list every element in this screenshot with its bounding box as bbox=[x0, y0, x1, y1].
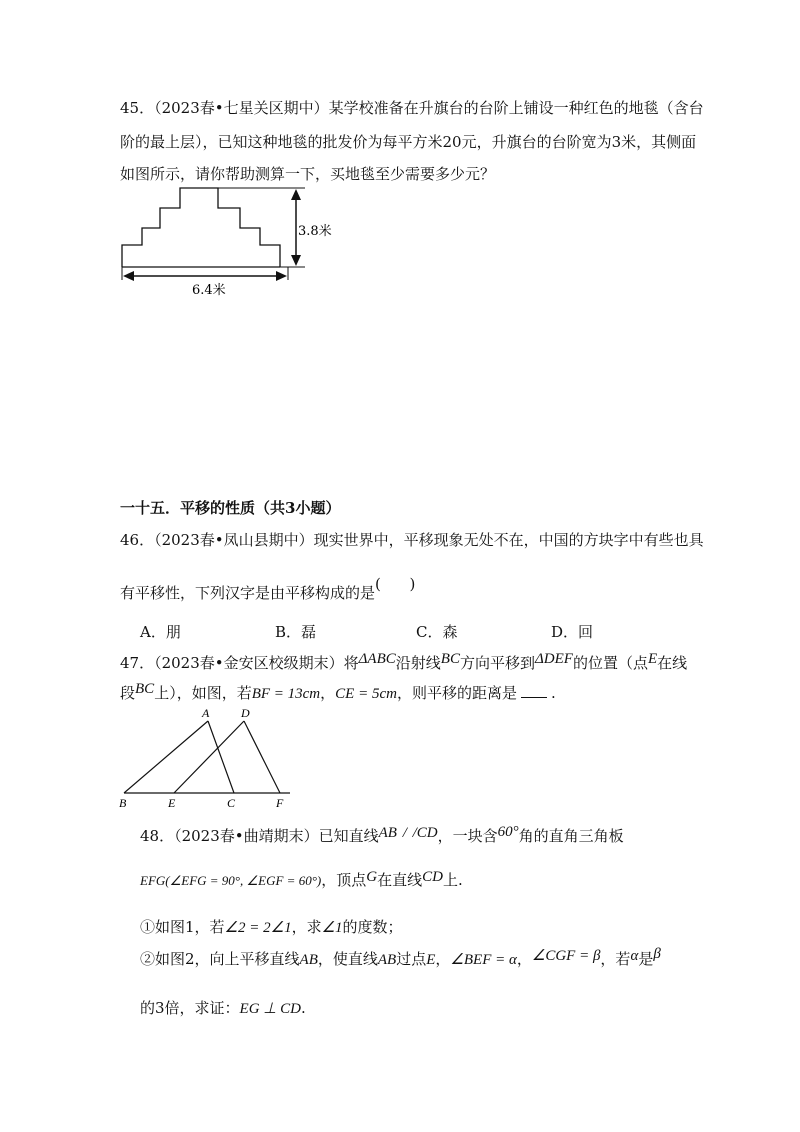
q45-line-2: 阶的最上层），已知这种地毯的批发价为每平方米20元，升旗台的台阶宽为3米，其侧面 bbox=[120, 133, 697, 151]
q48-60-degrees: 60° bbox=[497, 824, 519, 840]
q48-angle-1: ∠1 bbox=[321, 920, 343, 936]
q48-line-1 bbox=[140, 826, 624, 847]
q47-answer-blank[interactable] bbox=[521, 683, 547, 698]
q47-bf-equation: BF = 13cm bbox=[251, 686, 321, 702]
q48-text-2c: 上. bbox=[442, 871, 463, 889]
q47-triangle-abc: ΔABC bbox=[358, 651, 396, 667]
q47-line-2 bbox=[120, 683, 556, 704]
q48-part-3-text-a: 的3倍，求证： bbox=[140, 999, 240, 1017]
q47-text-1d: 的位置（点 bbox=[572, 654, 648, 672]
height-arrow-up bbox=[291, 189, 301, 200]
q48-line-2 bbox=[140, 870, 463, 891]
q48-beta: β bbox=[653, 946, 661, 962]
q48-text-1b: ，一块含 bbox=[437, 827, 498, 845]
q48-alpha: α bbox=[630, 948, 639, 964]
q48-part-2-cont bbox=[140, 998, 306, 1019]
height-label: 3.8米 bbox=[298, 224, 332, 239]
q48-part-2-text-c: 过点 bbox=[396, 950, 427, 968]
label-a: A bbox=[202, 706, 210, 720]
segment-ac bbox=[208, 721, 234, 793]
q48-part-2-comma: ， bbox=[516, 950, 532, 968]
q47-segment-bc: BC bbox=[440, 651, 460, 667]
q48-angle-equation: ∠2 = 2∠1 bbox=[224, 920, 292, 936]
q46-line-2-text: 有平移性，下列汉字是由平移构成的是 bbox=[120, 584, 376, 602]
q48-part-2 bbox=[140, 946, 661, 970]
q48-line-ab-2: AB bbox=[377, 952, 397, 968]
height-arrow-down bbox=[291, 255, 301, 266]
q48-ab-parallel-cd: AB / /CD bbox=[378, 825, 438, 841]
q46-line-2 bbox=[120, 575, 416, 603]
q47-text-1e: 在线 bbox=[657, 654, 688, 672]
q48-part-2-text-g: 是 bbox=[638, 950, 654, 968]
q47-text-2a: 段 bbox=[120, 684, 136, 702]
q48-text-2a: ，顶点 bbox=[321, 871, 367, 889]
q48-part-2-text-b: ，使直线 bbox=[317, 950, 378, 968]
section-15-title: 一十五．平移的性质（共3小题） bbox=[120, 499, 341, 517]
label-f: F bbox=[276, 796, 284, 810]
q46-option-c: C．森 bbox=[416, 623, 458, 641]
q47-ce-equation: CE = 5cm bbox=[335, 686, 397, 702]
q47-text-2c: ，则平移的距离是 bbox=[396, 684, 517, 702]
width-label: 6.4米 bbox=[192, 283, 226, 298]
q48-part-1 bbox=[140, 917, 403, 938]
q45-line-1: 45．（2023春•七星关区期中）某学校准备在升旗台的台阶上铺设一种红色的地毯（含台 bbox=[120, 99, 704, 117]
q48-part-2-text-d: ， bbox=[435, 950, 451, 968]
q48-line-ab: AB bbox=[299, 952, 318, 968]
q48-text-2b: 在直线 bbox=[377, 871, 423, 889]
q48-part-2-text-f: ，若 bbox=[600, 950, 631, 968]
q47-text-1a: 47．（2023春•金安区校级期末）将 bbox=[120, 654, 359, 672]
translation-figure bbox=[110, 705, 300, 810]
q47-text-1c: 方向平移到 bbox=[459, 654, 535, 672]
q47-point-e: E bbox=[647, 651, 658, 667]
q47-text-2b: 上），如图，若 bbox=[154, 684, 252, 702]
q48-part-2-text-a: ②如图2，向上平移直线 bbox=[140, 950, 300, 968]
q48-line-cd: CD bbox=[422, 869, 443, 885]
q48-triangle-efg: EFG(∠EFG = 90°, ∠EGF = 60°) bbox=[140, 873, 322, 888]
q48-part-1-text-b: ，求 bbox=[291, 918, 322, 936]
q48-vertex-g: G bbox=[366, 869, 378, 885]
q46-answer-paren: ( ) bbox=[375, 575, 416, 593]
q48-part-1-text-a: ①如图1，若 bbox=[140, 918, 225, 936]
label-e: E bbox=[168, 796, 176, 810]
q47-text-2d: . bbox=[550, 684, 556, 702]
q48-part-1-text-c: 的度数； bbox=[342, 918, 403, 936]
width-arrow-left bbox=[123, 271, 134, 281]
segment-ed bbox=[174, 721, 244, 793]
staircase-figure bbox=[110, 180, 370, 300]
q47-text-1b: 沿射线 bbox=[395, 654, 441, 672]
q47-triangle-def: ΔDEF bbox=[534, 651, 573, 667]
label-b: B bbox=[119, 796, 127, 810]
q47-comma: ， bbox=[320, 684, 336, 702]
width-arrow-right bbox=[276, 271, 287, 281]
q46-line-1: 46．（2023春•凤山县期中）现实世界中，平移现象无处不在，中国的方块字中有些也具 bbox=[120, 531, 704, 549]
label-c: C bbox=[227, 796, 236, 810]
q45-line-3: 如图所示，请你帮助测算一下，买地毯至少需要多少元？ bbox=[120, 165, 496, 183]
q48-text-1c: 角的直角三角板 bbox=[518, 827, 624, 845]
q48-point-e: E bbox=[426, 952, 436, 968]
q48-eg-perp-cd: EG ⊥ CD bbox=[239, 1001, 301, 1017]
q46-option-a: A．朋 bbox=[140, 623, 181, 641]
q46-option-b: B．磊 bbox=[275, 623, 317, 641]
q46-option-d: D．回 bbox=[551, 623, 594, 641]
segment-df bbox=[244, 721, 280, 793]
q48-text-1a: 48．（2023春•曲靖期末）已知直线 bbox=[140, 827, 379, 845]
q48-part-3-text-b: . bbox=[300, 999, 306, 1017]
q47-segment-bc-2: BC bbox=[135, 681, 155, 697]
segment-ab bbox=[124, 721, 208, 793]
label-d: D bbox=[241, 706, 250, 720]
staircase-outline bbox=[122, 188, 280, 267]
q48-angle-cgf: ∠CGF = β bbox=[531, 948, 601, 964]
q47-line-1 bbox=[120, 653, 687, 674]
q48-angle-bef: ∠BEF = α bbox=[450, 952, 517, 968]
